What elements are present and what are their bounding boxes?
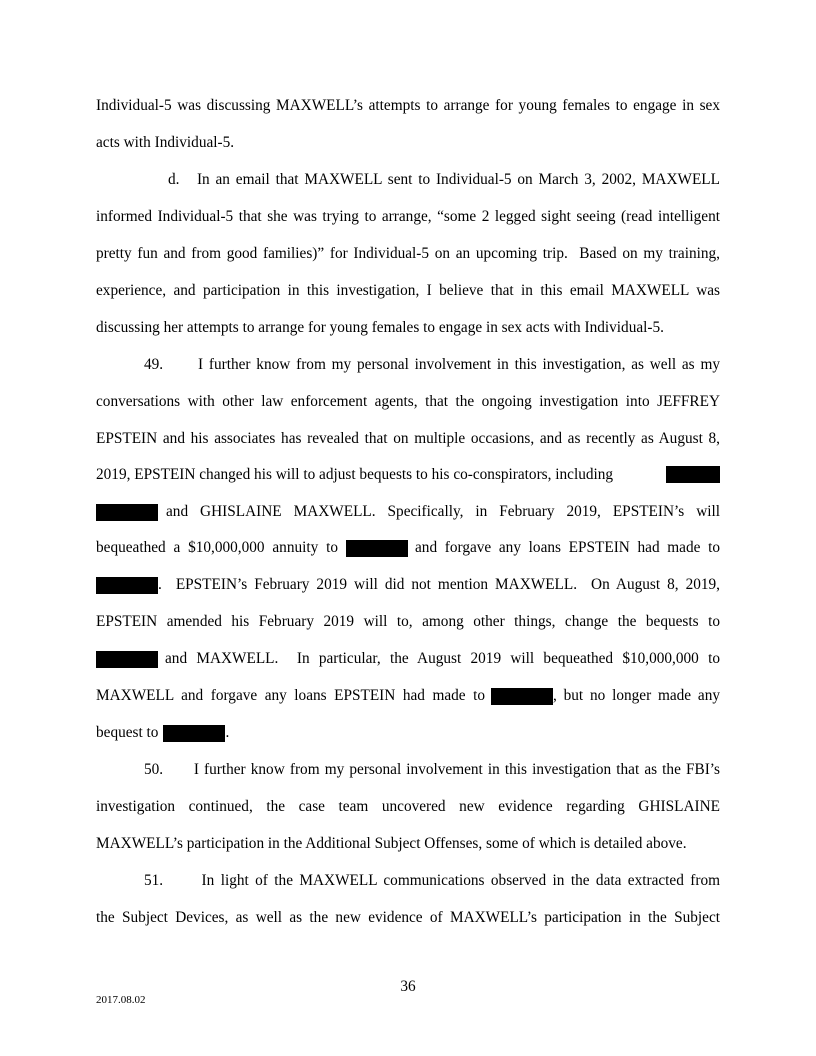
text-line: informed Individual-5 that she was trying to arrange, “some 2 legged sight seeing (read intelligent — [96, 208, 720, 225]
text-line-redacted — [96, 724, 720, 742]
text-line: investigation continued, the case team uncovered new evidence regarding GHISLAINE — [96, 798, 720, 815]
text-segment: . EPSTEIN’s February 2019 will did not mention MAXWELL. On August 8, 2019, — [158, 576, 720, 593]
text-line: EPSTEIN and his associates has revealed that on multiple occasions, and as recently as August 8, — [96, 430, 720, 447]
text-segment: , but no longer made any — [553, 687, 720, 704]
text-line-redacted — [96, 539, 720, 557]
text-segment: and GHISLAINE MAXWELL. Specifically, in February 2019, EPSTEIN’s will — [166, 503, 720, 520]
text-segment: bequeathed a $10,000,000 annuity to — [96, 539, 338, 556]
text-segment: MAXWELL and forgave any loans EPSTEIN had made to — [96, 687, 485, 704]
text-segment: bequest to — [96, 724, 159, 741]
footer-code: 2017.08.02 — [96, 994, 146, 1006]
text-segment: and forgave any loans EPSTEIN had made to — [415, 539, 720, 556]
text-line-redacted — [96, 650, 720, 668]
text-line: MAXWELL’s participation in the Additional Subject Offenses, some of which is detailed above. — [96, 835, 687, 852]
redaction-box — [346, 540, 408, 557]
text-line: 51. In light of the MAXWELL communications observed in the data extracted from — [144, 872, 720, 889]
text-line: d. In an email that MAXWELL sent to Individual-5 on March 3, 2002, MAXWELL — [168, 171, 720, 188]
page-number: 36 — [400, 978, 416, 995]
redaction-box — [491, 688, 553, 705]
text-line: pretty fun and from good families)” for Individual-5 on an upcoming trip. Based on my training, — [96, 245, 720, 262]
text-line: 49. I further know from my personal involvement in this investigation, as well as my — [144, 356, 720, 373]
redaction-box — [96, 504, 158, 521]
redaction-box — [666, 466, 720, 483]
redaction-box — [163, 725, 225, 742]
text-line: conversations with other law enforcement agents, that the ongoing investigation into JEFFREY — [96, 393, 720, 410]
text-line: discussing her attempts to arrange for young females to engage in sex acts with Individual-5. — [96, 319, 664, 336]
redaction-box — [96, 577, 158, 594]
redaction-box — [96, 651, 158, 668]
text-line: acts with Individual-5. — [96, 134, 235, 151]
text-line-redacted — [96, 576, 720, 594]
text-line: Individual-5 was discussing MAXWELL’s attempts to arrange for young females to engage in sex — [96, 97, 720, 114]
text-segment: 2019, EPSTEIN changed his will to adjust bequests to his co-conspirators, including — [96, 466, 614, 483]
text-line: 50. I further know from my personal involvement in this investigation that as the FBI’s — [144, 761, 720, 778]
text-segment: and MAXWELL. In particular, the August 2019 will bequeathed $10,000,000 to — [165, 650, 720, 667]
text-line-redacted — [96, 503, 720, 521]
text-line-redacted — [96, 466, 720, 484]
text-line-redacted — [96, 687, 720, 705]
text-line: experience, and participation in this investigation, I believe that in this email MAXWELL was — [96, 282, 720, 299]
text-line: EPSTEIN amended his February 2019 will to, among other things, change the bequests to — [96, 613, 720, 630]
text-line: the Subject Devices, as well as the new evidence of MAXWELL’s participation in the Subject — [96, 909, 720, 926]
text-segment: . — [225, 724, 230, 741]
